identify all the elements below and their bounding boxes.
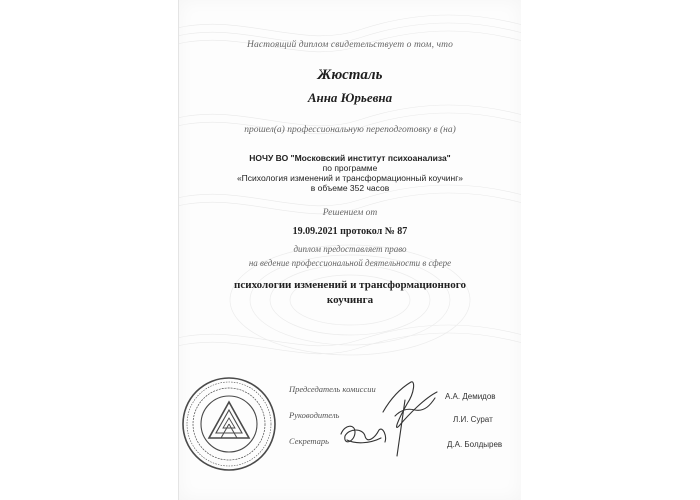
seal-stamp <box>181 376 277 472</box>
head-name: Л.И. Сурат <box>453 415 493 424</box>
right-text: на ведение профессиональной деятельности в сфере <box>248 258 452 268</box>
institution-name: НОЧУ ВО "Московский институт психоанализа" <box>249 153 451 163</box>
chairman-name: А.А. Демидов <box>445 392 496 401</box>
decision-label: Решением от <box>322 208 378 218</box>
intro-text: Настоящий диплом свидетельствует о том, что <box>247 40 453 50</box>
head-label: Руководитель <box>289 410 340 420</box>
program-name: «Психология изменений и трансформационный коучинг» <box>236 173 464 183</box>
passed-text: прошел(а) профессиональную переподготовку в (на) <box>244 125 456 135</box>
recipient-surname: Жюсталь <box>317 67 383 83</box>
program-prefix: по программе <box>322 163 378 173</box>
chairman-label: Председатель комиссии <box>289 384 376 394</box>
program-volume: в объеме 352 часов <box>310 183 390 193</box>
secretary-name: Д.А. Болдырев <box>447 440 503 449</box>
field-line-2: коучинга <box>326 294 374 306</box>
field-line-1: психологии изменений и трансформационного <box>234 279 466 291</box>
secretary-label: Секретарь <box>289 436 329 446</box>
recipient-given-names: Анна Юрьевна <box>307 90 393 105</box>
decision-date-protocol: 19.09.2021 протокол № 87 <box>292 226 408 237</box>
grants-text: диплом предоставляет право <box>293 244 407 254</box>
diploma-sheet <box>178 0 521 500</box>
